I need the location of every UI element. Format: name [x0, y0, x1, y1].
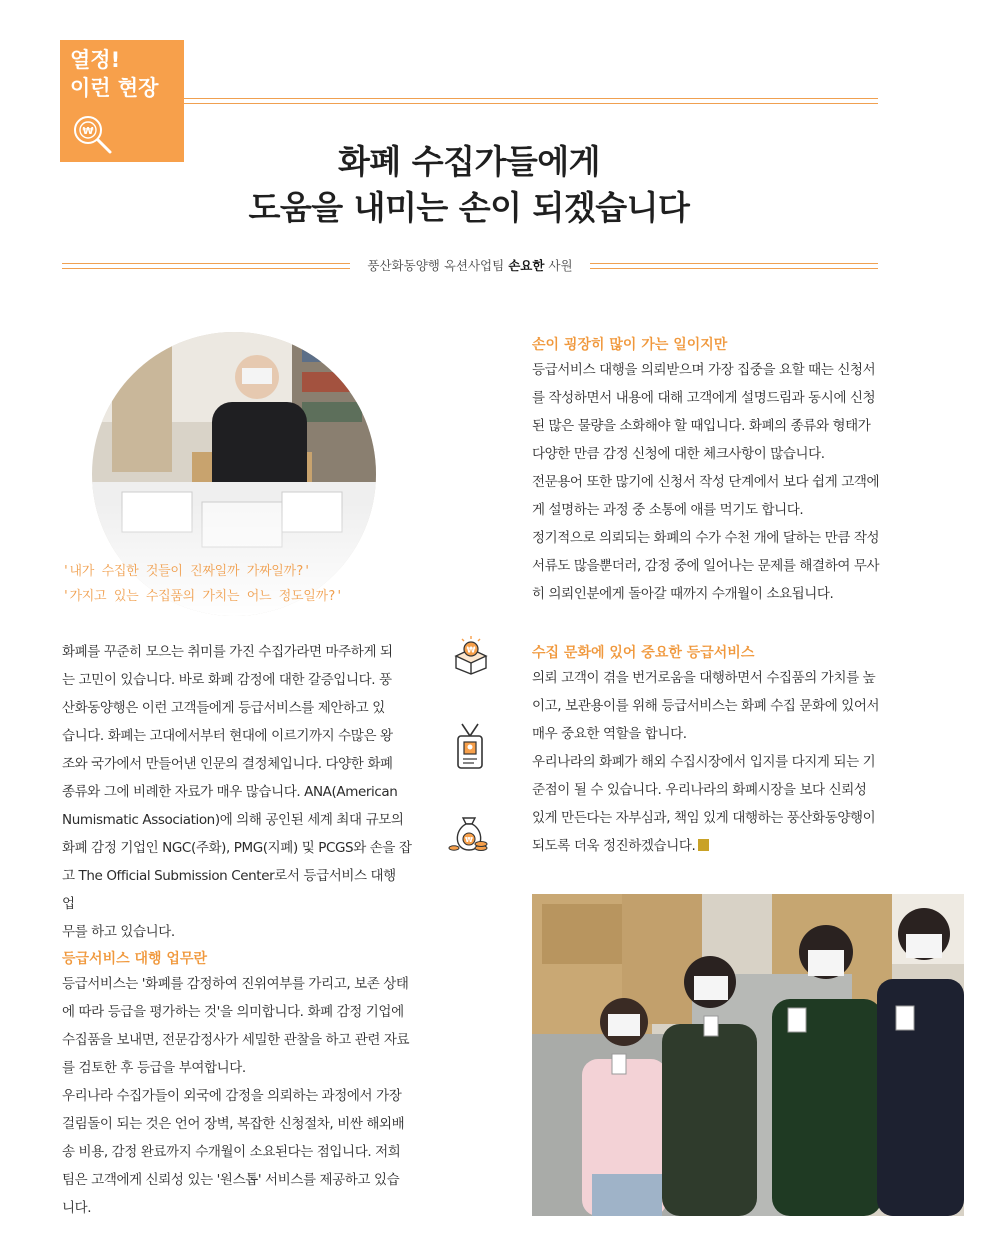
text-line: 조와 국가에서 만들어낸 인문의 결정체입니다. 다양한 화폐 [62, 756, 393, 772]
culture-paragraph [532, 664, 882, 860]
text-line: 무를 하고 있습니다. [62, 924, 175, 940]
text-line: 매우 중요한 역할을 합니다. [532, 726, 687, 742]
byline-name: 손요한 [508, 258, 545, 273]
byline-rule-left [62, 263, 350, 269]
svg-text:₩: ₩ [465, 836, 473, 844]
text-line: 는 고민이 있습니다. 바로 화폐 감정에 대한 갈증입니다. 풍 [62, 672, 392, 688]
text-line: Numismatic Association)에 의해 공인된 세계 최대 규모의 [62, 812, 404, 828]
grading-paragraph [62, 970, 412, 1222]
svg-text:₩: ₩ [82, 126, 94, 137]
byline-role: 사원 [548, 258, 573, 273]
text-line: 우리나라 수집가들이 외국에 감정을 의뢰하는 과정에서 가장 [62, 1088, 402, 1104]
money-bag-icon [448, 812, 490, 856]
header-rule [184, 98, 878, 104]
text-line: 있게 만든다는 자부심과, 책임 있게 대행하는 풍산화동양행이 [532, 810, 876, 826]
text-line: 수집품을 보내면, 전문감정사가 세밀한 관찰을 하고 관련 자료 [62, 1032, 410, 1048]
svg-text:₩: ₩ [466, 645, 476, 655]
photo-caption-1: '내가 수집한 것들이 진짜일까 가짜일까?' [62, 564, 311, 579]
page-title-line-2: 도움을 내미는 손이 되겠습니다 [248, 188, 690, 227]
badge-line-2: 이런 현장 [70, 76, 159, 100]
id-badge-icon [454, 722, 486, 772]
text-line: 등급서비스 대행을 의뢰받으며 가장 집중을 요할 때는 신청서 [532, 362, 876, 378]
text-line: 우리나라의 화폐가 해외 수집시장에서 입지를 다지게 되는 기 [532, 754, 876, 770]
section-heading-effort: 손이 굉장히 많이 가는 일이지만 [532, 337, 728, 353]
text-line: 정기적으로 의뢰되는 화폐의 수가 수천 개에 달하는 만큼 작성 [532, 530, 880, 546]
text-line: 등급서비스는 '화폐를 감정하여 진위여부를 가리고, 보존 상태 [62, 976, 409, 992]
text-line: 를 작성하면서 내용에 대해 고객에게 설명드림과 동시에 신청 [532, 390, 876, 406]
text-line: 전문용어 또한 많기에 신청서 작성 단계에서 보다 쉽게 고객에 [532, 474, 880, 490]
text-line [532, 832, 882, 860]
text-line-content: 되도록 더욱 정진하겠습니다. [532, 838, 696, 854]
text-line: 화폐를 꾸준히 모으는 취미를 가진 수집가라면 마주하게 되 [62, 644, 393, 660]
text-line: 팀은 고객에게 신뢰성 있는 '원스톱' 서비스를 제공하고 있습 [62, 1172, 400, 1188]
badge-line-1: 열정! [70, 48, 121, 72]
section-heading-culture: 수집 문화에 있어 중요한 등급서비스 [532, 645, 755, 661]
text-line: 히 의뢰인분에게 돌아갈 때까지 수개월이 소요됩니다. [532, 586, 834, 602]
text-line: 이고, 보관용이를 위해 등급서비스는 화폐 수집 문화에 있어서 [532, 698, 880, 714]
text-line: 게 설명하는 과정 중 소통에 애를 먹기도 합니다. [532, 502, 804, 518]
text-line: 산화동양행은 이런 고객들에게 등급서비스를 제안하고 있 [62, 700, 385, 716]
team-photo [532, 894, 964, 1216]
text-line: 의뢰 고객이 겪을 번거로움을 대행하면서 수집품의 가치를 높 [532, 670, 876, 686]
end-mark-icon [698, 839, 709, 851]
text-line: 에 따라 등급을 평가하는 것'을 의미합니다. 화폐 감정 기업에 [62, 1004, 404, 1020]
intro-paragraph [62, 638, 412, 946]
text-line: 니다. [62, 1200, 92, 1216]
text-line: 송 비용, 감정 완료까지 수개월이 소요된다는 점입니다. 저희 [62, 1144, 401, 1160]
text-line: 걸림돌이 되는 것은 언어 장벽, 복잡한 신청절차, 비싼 해외배 [62, 1116, 405, 1132]
byline [350, 256, 590, 274]
text-line: 화폐 감정 기업인 NGC(주화), PMG(지폐) 및 PCGS와 손을 잡 [62, 840, 412, 856]
text-line: 습니다. 화폐는 고대에서부터 현대에 이르기까지 수많은 왕 [62, 728, 393, 744]
text-line: 종류와 그에 비례한 자료가 매우 많습니다. ANA(American [62, 784, 398, 800]
won-box-icon [450, 634, 492, 676]
byline-rule-right [590, 263, 878, 269]
text-line: 준점이 될 수 있습니다. 우리나라의 화폐시장을 보다 신뢰성 [532, 782, 867, 798]
byline-team: 풍산화동양행 옥션사업팀 [367, 258, 505, 273]
page-title-line-1: 화폐 수집가들에게 [337, 142, 600, 181]
text-line: 고 The Official Submission Center로서 등급서비스 대행 업 [62, 868, 396, 912]
text-line: 된 많은 물량을 소화해야 할 때입니다. 화폐의 종류와 형태가 [532, 418, 871, 434]
photo-caption-2: '가지고 있는 수집품의 가치는 어느 정도일까?' [62, 589, 343, 604]
section-heading-grading: 등급서비스 대행 업무란 [62, 951, 207, 967]
text-line: 다양한 만큼 감정 신청에 대한 체크사항이 많습니다. [532, 446, 825, 462]
effort-paragraph [532, 356, 882, 608]
text-line: 를 검토한 후 등급을 부여합니다. [62, 1060, 246, 1076]
text-line: 서류도 많을뿐더러, 감정 중에 일어나는 문제를 해결하여 무사 [532, 558, 880, 574]
